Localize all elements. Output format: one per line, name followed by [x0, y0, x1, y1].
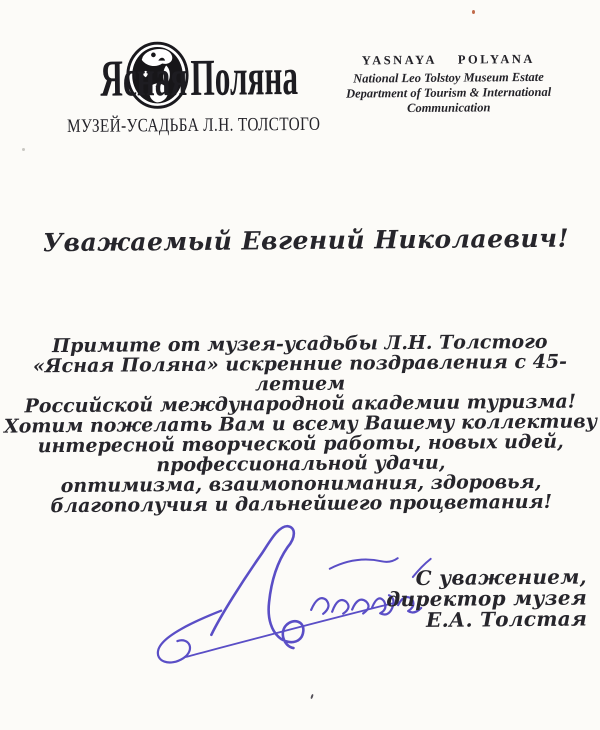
logo-word-left-box [42, 49, 188, 108]
english-letterhead-block [335, 52, 562, 117]
body-line: «Ясная Поляна» искренние поздравления с 45-летием [32, 350, 568, 396]
closing-line: Е.А. Толстая [426, 606, 588, 632]
closing-line: С уважением, [415, 564, 587, 590]
closing-line: директор музея [386, 585, 588, 612]
body-line: Примите от музея-усадьбы Л.Н. Толстого [51, 330, 548, 358]
english-line: National Leo Tolstoy Museum Estate [353, 69, 544, 86]
english-line: Communication [407, 100, 491, 116]
body-line: Хотим пожелать Вам и всему Вашему коллективу [3, 410, 598, 438]
body-line: интересной творческой работы, новых идей, [37, 430, 564, 458]
museum-logo [41, 40, 321, 138]
body-line: благополучия и дальнейшего процветания! [50, 490, 553, 518]
body-line: Российской международной академии туризма! [24, 390, 577, 418]
english-title: YASNAYA POLYANA [361, 51, 535, 68]
logo-word-right: Поляна [190, 49, 299, 107]
logo-wordmark [41, 40, 299, 110]
body-line: профессиональной удачи, [156, 451, 446, 477]
logo-word-right-box [190, 48, 299, 107]
letter-body [0, 331, 600, 516]
body-line: оптимизма, взаимопонимания, здоровья, [60, 470, 542, 498]
logo-subtitle: МУЗЕЙ-УСАДЬБА Л.Н. ТОЛСТОГО [67, 113, 321, 138]
scan-speck [22, 148, 25, 151]
english-line: Department of Tourism & International [345, 84, 552, 101]
logo-word-left: Ясная [100, 49, 188, 108]
closing-block [386, 564, 588, 632]
scan-speck [472, 10, 475, 14]
salutation: Уважаемый Евгений Николаевич! [42, 223, 570, 258]
